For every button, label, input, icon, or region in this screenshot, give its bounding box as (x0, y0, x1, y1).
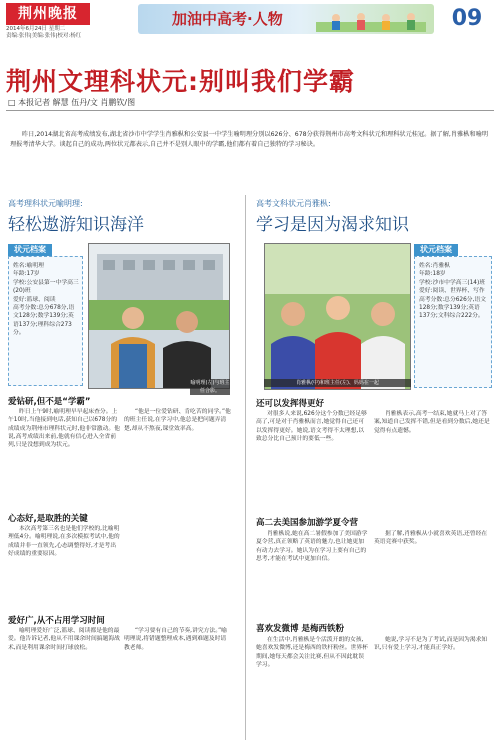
left-profile-score: 高考分数:总分678分,语文128分;数学139分;英语137分;理科综合273分。 (13, 305, 75, 337)
right-section-2-body-b: 据了解,肖雅枞从小就喜欢英语,还曾经在英语竞赛中获奖。 (374, 531, 488, 546)
right-section-3-body-a: 在生活中,肖雅枞是个活泼开朗的女孩,她喜欢发微博,还是梅西的铁杆粉丝。世界杯期间,她每天都会关注比赛,但从不因此耽误学习。 (256, 637, 368, 668)
left-photo-image (89, 244, 230, 389)
column-divider (245, 195, 246, 740)
right-photo-image (265, 244, 411, 390)
right-section-3-body-b: 她说,学习不是为了考试,而是因为渴求知识,只有爱上学习,才能真正学好。 (374, 637, 488, 652)
editor-line: 责编:张伟|美编:张伟|校对:杨红 (6, 33, 82, 39)
left-title: 轻松遨游知识海洋 (8, 215, 144, 235)
right-section-1-body-b: 肖雅枞表示,高考一结束,她就马上对了答案,知道自己发挥不错,但是看到分数后,她还是觉得有点遗憾。 (374, 411, 490, 434)
left-photo-caption: 喻明理(左)与班主任合影。 (190, 380, 230, 394)
right-photo-caption: 肖雅枞(中)和班主任(左)、妈妈在一起 (264, 379, 411, 387)
left-section-3-heading: 爱好广,从不占用学习时间 (8, 616, 105, 626)
headline: 荆州文理科状元:别叫我们学霸 (6, 67, 355, 96)
left-section-1-heading: 爱钻研,但不是“学霸” (8, 397, 91, 407)
date-line: 2014年6月24日 星期二 (6, 26, 66, 32)
right-kicker: 高考文科状元肖雅枞: (256, 199, 331, 208)
right-profile-tag: 状元档案 (414, 244, 458, 256)
left-section-3-body-b: “学习要有自己的节奏,讲究方法。”喻明理说,将错题整理成本,遇到难题及时请教老师。 (124, 628, 227, 651)
newspaper-logo: 荆州晚报 (6, 3, 90, 25)
page-number: 09 (451, 6, 483, 31)
right-section-1-heading: 还可以发挥得更好 (256, 399, 325, 409)
right-profile-school: 学校:沙市中学高三(14)班 (419, 279, 486, 286)
left-profile-hobby: 爱好:篮球、阅读 (13, 296, 56, 303)
left-profile-tag: 状元档案 (8, 244, 52, 256)
left-section-1-body-b: “他是一位爱钻研、肯吃苦的同学。”他的班主任说,在学习中,他总是把问题弄清楚,却从不熬夜,课堂效率高。 (124, 409, 231, 432)
section-title: 加油中高考·人物 (172, 10, 283, 28)
right-section-1-body-a: 对很多人来说,626分这个分数已经足够高了,可是对于肖雅枞而言,她觉得自己还可以发挥得更好。她说,语文考得不太理想,以致总分比自己预计的要低一些。 (256, 411, 367, 442)
byline-text: 本报记者 解慧 伍丹/文 肖鹏钦/图 (18, 98, 136, 107)
right-profile-age: 年龄:18岁 (419, 271, 446, 278)
right-profile-hobby: 爱好:阅读、世界杯、写作 (419, 288, 485, 295)
right-profile-score: 高考分数:总分626分,语文128分;数学139分;英语137分;文科综合222分。 (419, 296, 487, 320)
left-profile-name: 姓名:喻明理 (13, 263, 44, 269)
lead-paragraph: 昨日,2014湖北省高考成绩发布,湖北省沙市中学学生肖雅枞和公安县一中学生喻明理分别以626分、678分获得荆州市高考文科状元和理科状元桂冠。据了解,肖雅枞和喻明理报考清华大学。谈起自己的成功,两位状元都表示,自己并不是别人眼中的学霸,他们都有着自己独特的学习秘诀。 (10, 131, 489, 148)
left-profile-age: 年龄:17岁 (13, 271, 40, 278)
right-section-3-heading: 喜欢发微博 是梅西铁粉 (256, 624, 344, 634)
left-profile-text (13, 262, 79, 338)
byline (8, 97, 135, 108)
left-section-2-heading: 心态好,是取胜的关键 (8, 514, 88, 524)
left-kicker: 高考理科状元喻明理: (8, 199, 83, 208)
left-section-3-body-a: 喻明理爱好广泛,篮球、阅读都是他的最爱。他告诉记者,他从不用课余时间搞题海战术,而是利用课余时间打球放松。 (8, 628, 120, 651)
students-banner-illustration (316, 8, 426, 32)
left-profile-school: 学校:公安县第一中学高三(20)班 (13, 279, 79, 295)
right-photo (264, 243, 411, 390)
left-section-2-body: 本次高考第三名也是他们学校的,比喻明理低4分。喻明理说,在多次模拟考试中,他的成绩并非一直领先,心态调整得好,才是考出好成绩的重要原因。 (8, 526, 120, 557)
page-header (0, 0, 500, 44)
right-section-2-body-a: 肖雅枞说,她在高二暑假参加了美国游学夏令营,真正领略了英语的魅力,也让她更加有动力去学习。她认为在学习上要有自己的思考,才能在考试中更加自信。 (256, 531, 368, 562)
byline-square-icon: □ (8, 98, 19, 107)
left-photo (88, 243, 230, 389)
right-profile-name: 姓名:肖雅枞 (419, 263, 450, 269)
issue-info (6, 26, 126, 40)
right-profile-text (419, 262, 489, 321)
right-title: 学习是因为渴求知识 (256, 215, 409, 235)
section-banner (138, 4, 434, 34)
left-section-1-body-a: 昨日上午9时,喻明理早早起床查分。上午10时,当他接到电话,获知自己以678分的成绩成为荆州市理科状元时,他非常激动。他说,高考成绩出来前,他就有信心进入全省前列,只是没想到成为状元。 (8, 409, 120, 449)
right-section-2-heading: 高二去美国参加游学夏令营 (256, 518, 359, 528)
headline-rule (6, 110, 494, 111)
